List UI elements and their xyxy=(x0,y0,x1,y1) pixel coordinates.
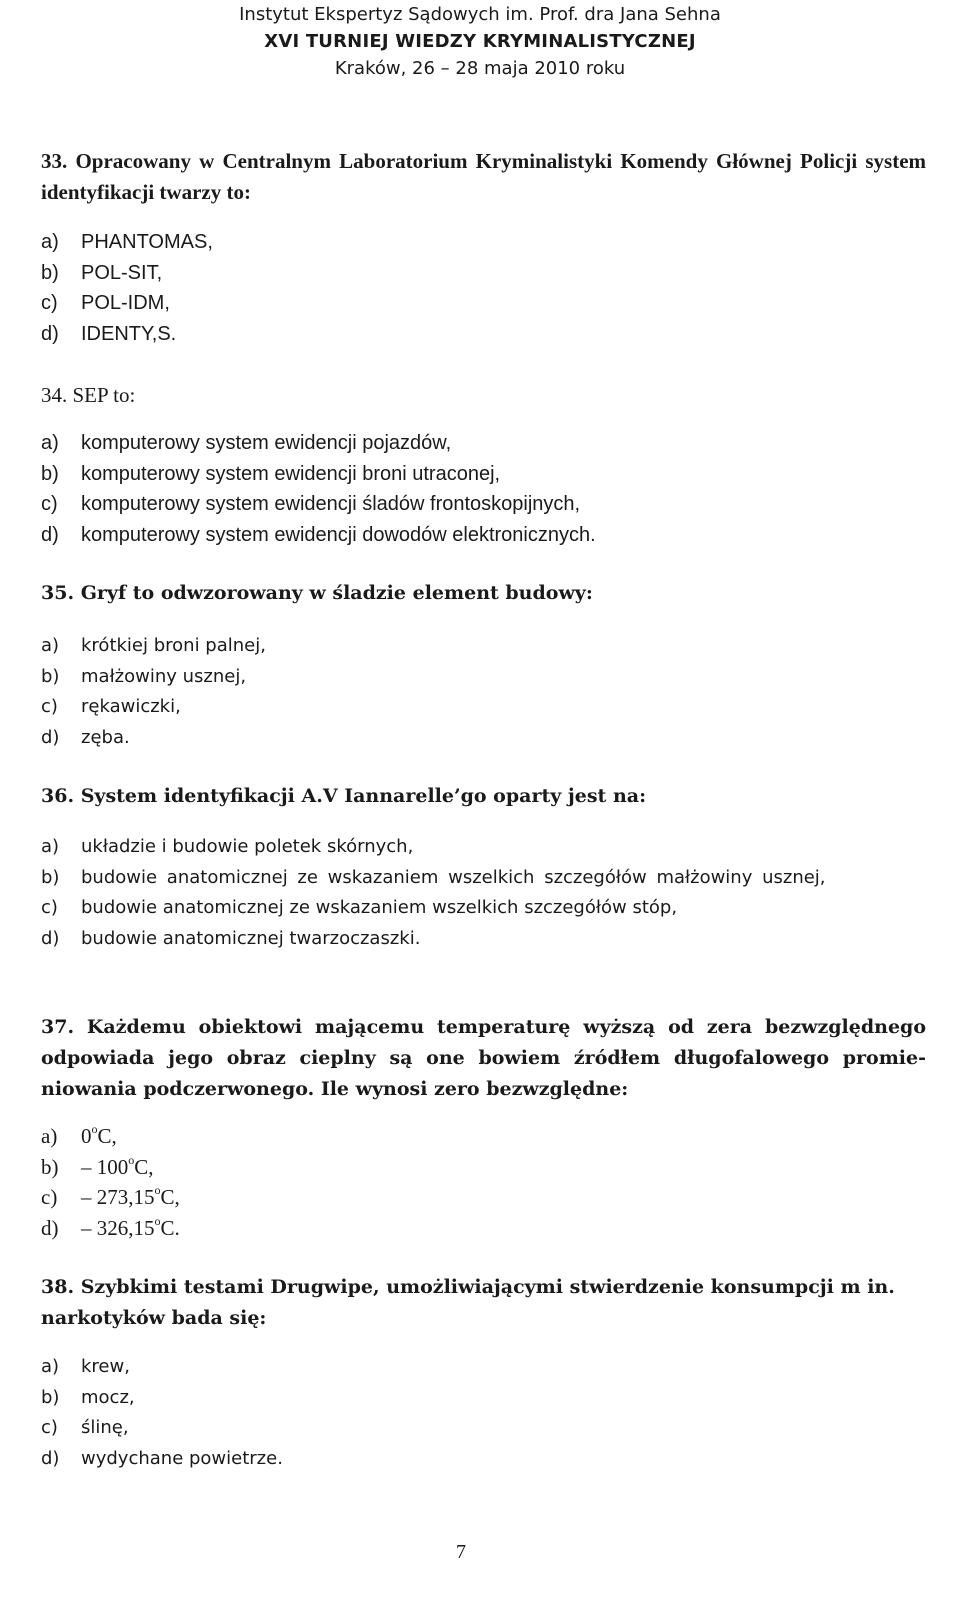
question-number: 35. xyxy=(41,582,75,604)
question-34 xyxy=(41,380,926,411)
question-text: SEP to: xyxy=(72,383,136,407)
answer-a: a) krew, xyxy=(41,1356,130,1377)
answer-c: c) rękawiczki, xyxy=(41,696,181,717)
answer-a: a) PHANTOMAS, xyxy=(41,231,213,253)
answers-36 xyxy=(41,832,926,954)
answer-c: c) komputerowy system ewidencji śladów frontoskopijnych, xyxy=(41,493,581,515)
answers-34 xyxy=(41,428,926,550)
answer-d: d) budowie anatomicznej twarzoczaszki. xyxy=(41,927,421,949)
answer-c: c) budowie anatomicznej ze wskazaniem wszelkich szczegółów stóp, xyxy=(41,897,678,918)
question-number: 37. xyxy=(41,1016,75,1038)
answer-c: c) – 273,15$^o$C, xyxy=(41,1183,180,1209)
answer-a: a) 0$^o$C, xyxy=(41,1122,117,1148)
answer-d: d) wydychane powietrze. xyxy=(41,1447,283,1469)
question-36 xyxy=(41,781,926,812)
answer-a: a) komputerowy system ewidencji pojazdów, xyxy=(41,432,452,454)
question-text: System identyfikacji A.V Iannarelle’go oparty jest na: xyxy=(80,785,647,807)
question-text: Szybkimi testami Drugwipe, umożliwiającymi stwierdzenie konsumpcji m in. narkotyków bada się: xyxy=(41,1276,895,1329)
answers-38 xyxy=(41,1352,926,1474)
question-number: 34. xyxy=(41,383,68,407)
answer-b: b) – 100$^o$C, xyxy=(41,1152,154,1179)
answer-b: b) budowie anatomicznej ze wskazaniem wszelkich szczegółów małżowiny usznej, xyxy=(41,866,826,888)
event-date-location: Kraków, 26 – 28 maja 2010 roku xyxy=(334,58,626,79)
answer-d: d) IDENTY,S. xyxy=(41,322,177,345)
answer-d: d) zęba. xyxy=(41,726,130,748)
question-number: 38. xyxy=(41,1276,75,1298)
answers-37 xyxy=(41,1121,926,1243)
question-text: Każdemu obiektowi mającemu temperaturę wyższą od zera bezwzględnego odpowiada jego obraz cieplny są one bowiem źródłem długofalowego promie-niowania podczerwonego. Ile wynosi zero bezwzględne: xyxy=(41,1016,926,1100)
answers-33 xyxy=(41,227,926,349)
answers-35 xyxy=(41,631,926,753)
question-number: 36. xyxy=(41,785,75,807)
question-38 xyxy=(41,1272,926,1334)
question-37 xyxy=(41,1012,926,1105)
answer-b: b) POL-SIT, xyxy=(41,261,163,284)
page-number: 7 xyxy=(456,1541,466,1563)
answer-a: a) krótkiej broni palnej, xyxy=(41,635,266,656)
answer-d: d) komputerowy system ewidencji dowodów elektronicznych. xyxy=(41,523,596,546)
question-text: Gryf to odwzorowany w śladzie element budowy: xyxy=(80,582,593,604)
answer-a: a) układzie i budowie poletek skórnych, xyxy=(41,836,414,857)
answer-c: c) POL-IDM, xyxy=(41,292,170,314)
document-header xyxy=(0,0,960,82)
question-text: Opracowany w Centralnym Laboratorium Kryminalistyki Komendy Głównej Policji system identyfikacji twarzy to: xyxy=(41,149,927,204)
question-35 xyxy=(41,578,926,609)
answer-b: b) mocz, xyxy=(41,1386,135,1408)
answer-c: c) ślinę, xyxy=(41,1417,129,1438)
institute-name: Instytut Ekspertyz Sądowych im. Prof. dra Jana Sehna xyxy=(239,4,721,25)
answer-d: d) – 326,15$^o$C. xyxy=(41,1213,180,1240)
answer-b: b) komputerowy system ewidencji broni utraconej, xyxy=(41,462,501,485)
question-number: 33. xyxy=(41,149,68,173)
question-33 xyxy=(41,146,926,208)
tournament-title: XVI TURNIEJ WIEDZY KRYMINALISTYCZNEJ xyxy=(264,31,696,52)
answer-b: b) małżowiny usznej, xyxy=(41,665,247,687)
